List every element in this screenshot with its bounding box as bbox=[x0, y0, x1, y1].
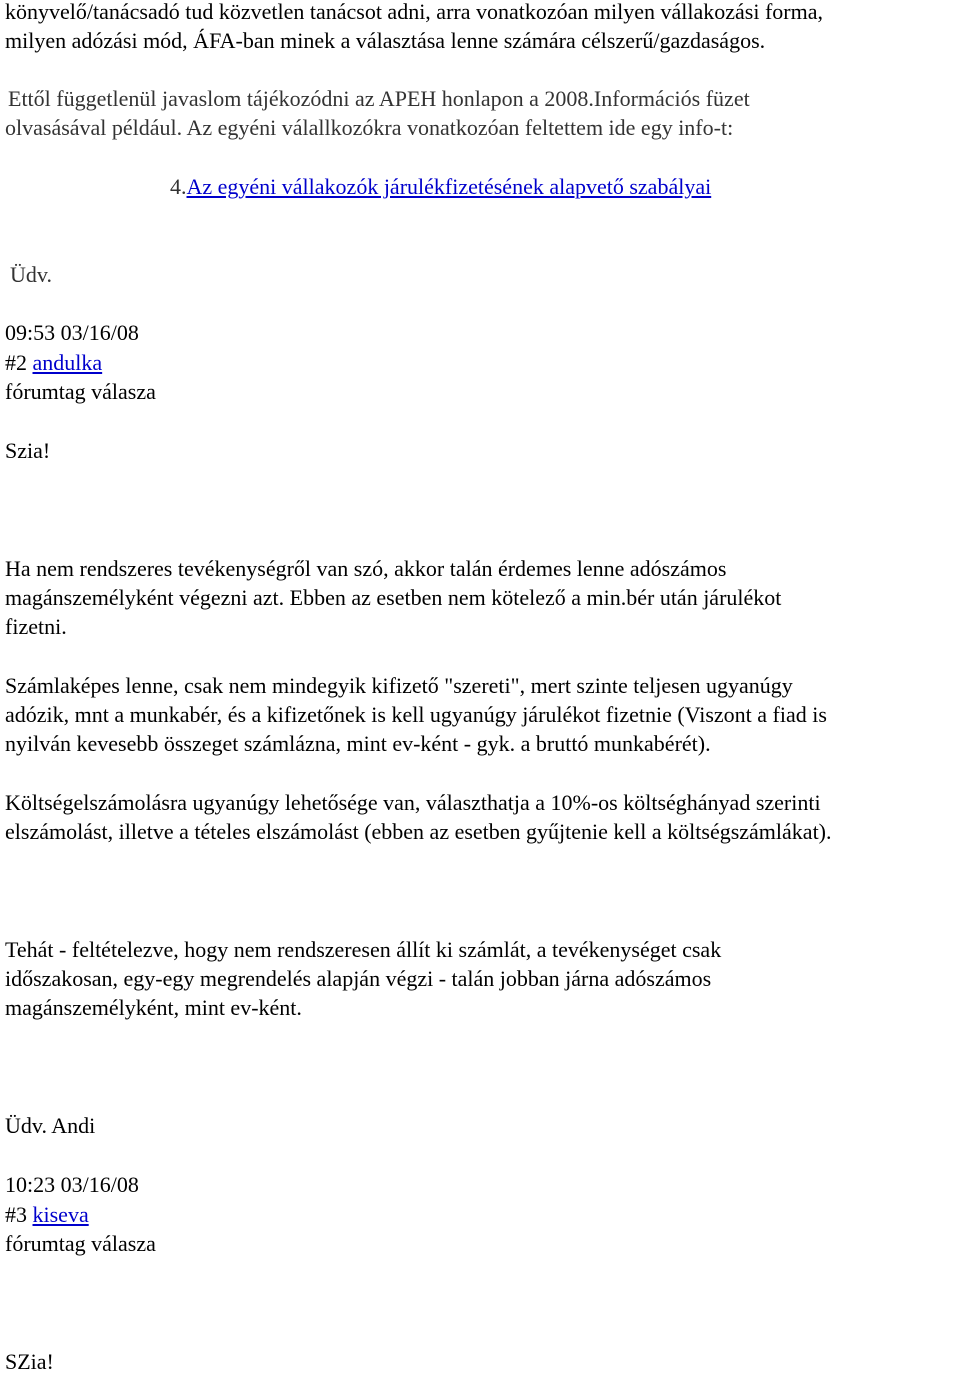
post-number: #3 bbox=[5, 1202, 27, 1227]
post-1-line-3: Ettől függetlenül javaslom tájékozódni az APEH honlapon a 2008.Információs füzet bbox=[8, 86, 750, 111]
post-author-line bbox=[5, 1200, 89, 1229]
post-timestamp: 10:23 03/16/08 bbox=[5, 1172, 139, 1197]
post-greeting: Szia! bbox=[5, 438, 51, 463]
post-2-p1-line-1: Ha nem rendszeres tevékenységről van szó, akkor talán érdemes lenne adószámos bbox=[5, 556, 727, 581]
author-link-kiseva[interactable]: kiseva bbox=[32, 1202, 89, 1227]
post-role: fórumtag válasza bbox=[5, 379, 156, 404]
post-1-line-1: könyvelő/tanácsadó tud közvetlen tanácsot adni, arra vonatkozóan milyen vállakozási forma, bbox=[5, 0, 823, 24]
author-link-andulka[interactable]: andulka bbox=[32, 350, 103, 375]
post-1-line-4: olvasásával például. Az egyéni válallkozókra vonatkozóan feltettem ide egy info-t: bbox=[5, 115, 734, 140]
post-1-closing: Üdv. bbox=[10, 262, 52, 287]
post-2-p2-line-3: nyilván kevesebb összeget számlázna, mint ev-ként - gyk. a bruttó munkabérét). bbox=[5, 731, 711, 756]
post-2-p3-line-2: elszámolást, illetve a tételes elszámolást (ebben az esetben gyűjtenie kell a költségszámlákat). bbox=[5, 819, 832, 844]
post-greeting: SZia! bbox=[5, 1349, 54, 1374]
info-link-jarulekfizetes[interactable]: Az egyéni vállakozók járulékfizetésének alapvető szabályai bbox=[186, 174, 712, 199]
list-number: 4. bbox=[170, 174, 187, 199]
post-2-p1-line-2: magánszemélyként végezni azt. Ebben az esetben nem kötelező a min.bér után járulékot bbox=[5, 585, 782, 610]
info-list-item bbox=[170, 172, 711, 201]
post-2-p4-line-2: időszakosan, egy-egy megrendelés alapján végzi - talán jobban járna adószámos bbox=[5, 966, 712, 991]
post-timestamp: 09:53 03/16/08 bbox=[5, 320, 139, 345]
post-2-p4-line-3: magánszemélyként, mint ev-ként. bbox=[5, 995, 302, 1020]
post-2-p2-line-1: Számlaképes lenne, csak nem mindegyik kifizető "szereti", mert szinte teljesen ugyanúgy bbox=[5, 673, 793, 698]
post-2-p4-line-1: Tehát - feltételezve, hogy nem rendszeresen állít ki számlát, a tevékenységet csak bbox=[5, 937, 722, 962]
post-2-closing: Üdv. Andi bbox=[5, 1113, 96, 1138]
post-2-p2-line-2: adózik, mnt a munkabér, és a kifizetőnek is kell ugyanúgy járulékot fizetnie (Viszont a fiad is bbox=[5, 702, 827, 727]
post-2-p3-line-1: Költségelszámolásra ugyanúgy lehetősége van, választhatja a 10%-os költséghányad szerinti bbox=[5, 790, 821, 815]
post-role: fórumtag válasza bbox=[5, 1231, 156, 1256]
post-1-line-2: milyen adózási mód, ÁFA-ban minek a választása lenne számára célszerű/gazdaságos. bbox=[5, 28, 766, 53]
post-author-line bbox=[5, 348, 102, 377]
post-number: #2 bbox=[5, 350, 27, 375]
post-2-p1-line-3: fizetni. bbox=[5, 614, 67, 639]
